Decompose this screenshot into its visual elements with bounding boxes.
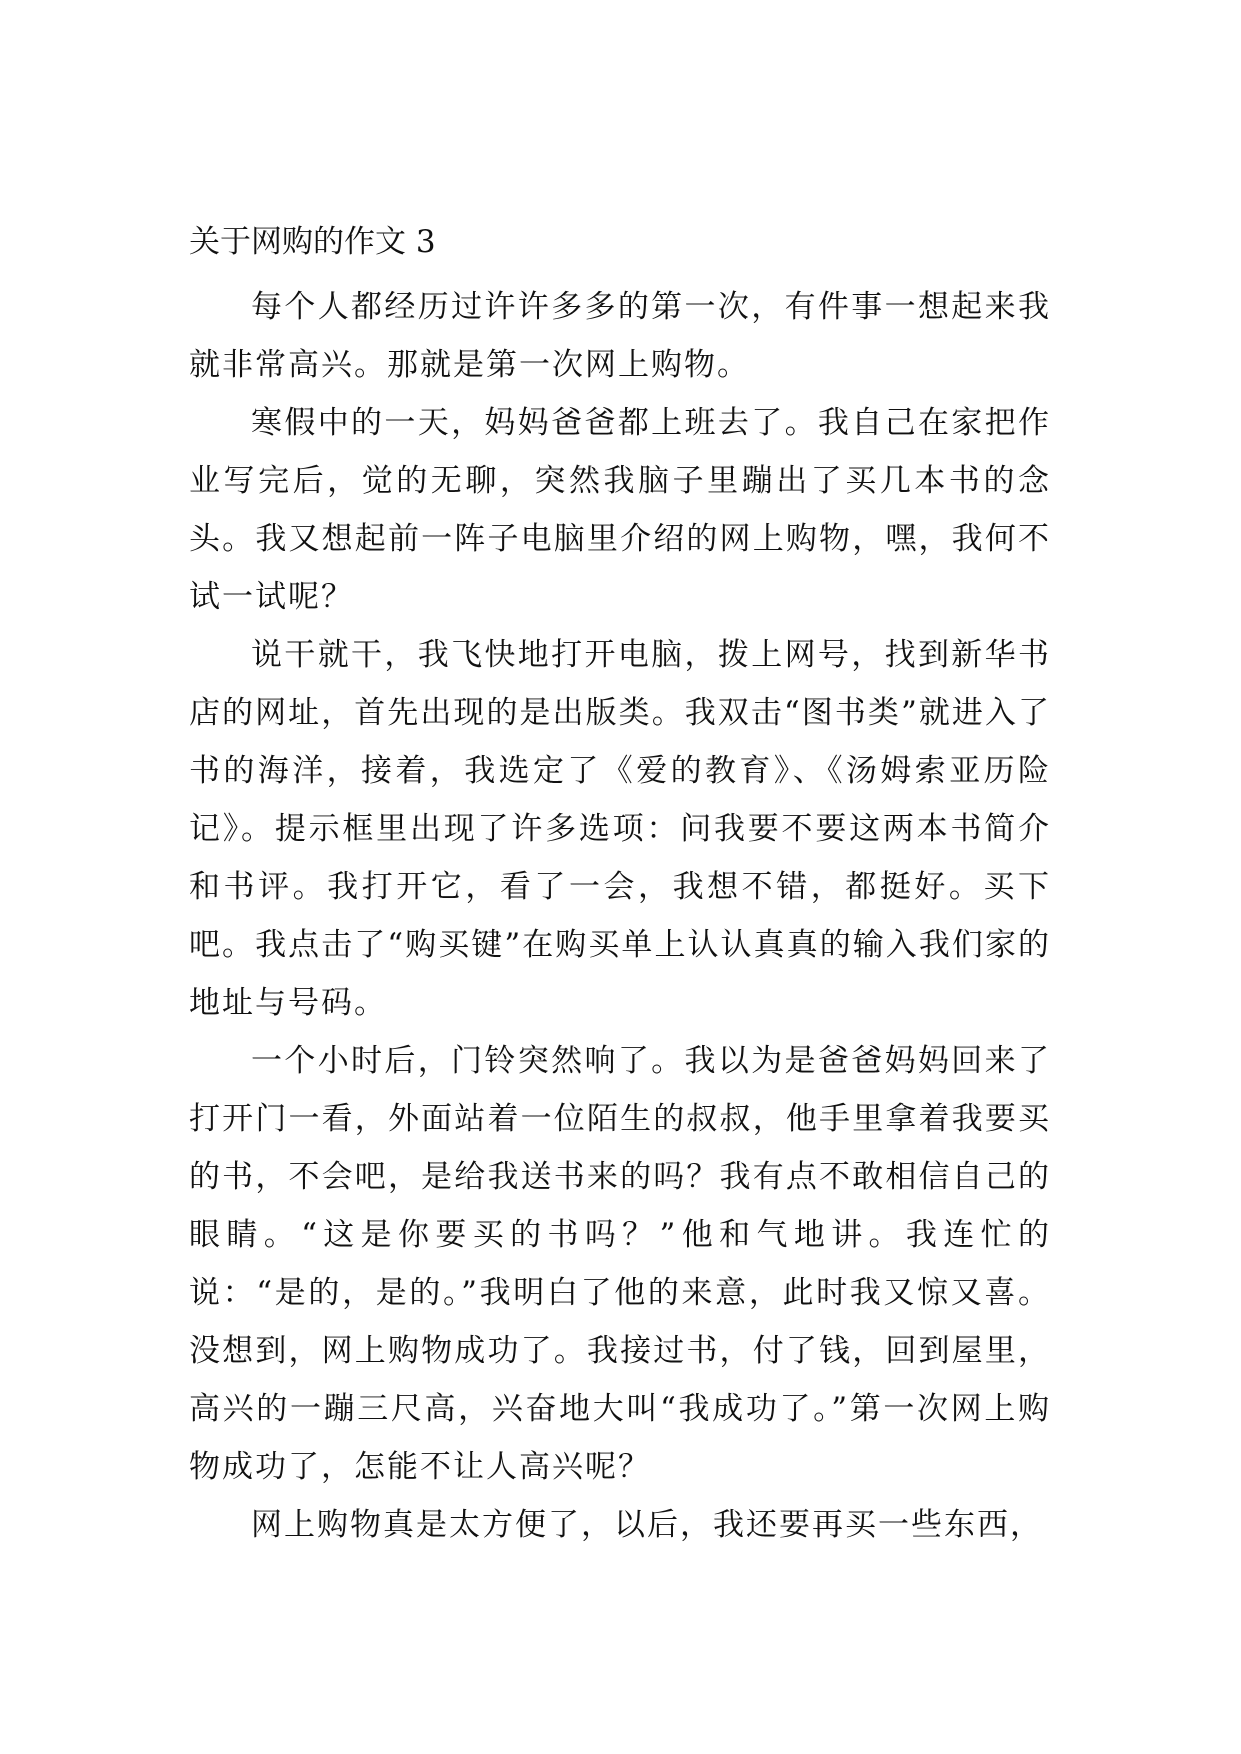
paragraph-3: 说干就干，我飞快地打开电脑，拨上网号，找到新华书店的网址，首先出现的是出版类。我双击“图书类”就进入了书的海洋，接着，我选定了《爱的教育》、《汤姆索亚历险记》。提示框里出现了许多选项：问我要不要这两本书简介和书评。我打开它，看了一会，我想不错，都挺好。买下吧。我点击了“购买键”在购买单上认认真真的输入我们家的地址与号码。 bbox=[189, 637, 1051, 1021]
document-title: 关于网购的作文 3 bbox=[189, 224, 436, 260]
paragraph-4: 一个小时后，门铃突然响了。我以为是爸爸妈妈回来了打开门一看，外面站着一位陌生的叔叔，他手里拿着我要买的书，不会吧，是给我送书来的吗？我有点不敢相信自己的眼睛。“这是你要买的书吗？”他和气地讲。我连忙的说：“是的，是的。”我明白了他的来意，此时我又惊又喜。没想到，网上购物成功了。我接过书，付了钱，回到屋里，高兴的一蹦三尺高，兴奋地大叫“我成功了。”第一次网上购物成功了，怎能不让人高兴呢？ bbox=[189, 1043, 1051, 1485]
document-body bbox=[189, 278, 1051, 1554]
paragraph-5: 网上购物真是太方便了，以后，我还要再买一些东西， bbox=[251, 1507, 1043, 1543]
paragraph-1: 每个人都经历过许许多多的第一次，有件事一想起来我就非常高兴。那就是第一次网上购物。 bbox=[189, 289, 1051, 383]
paragraph-2: 寒假中的一天，妈妈爸爸都上班去了。我自己在家把作业写完后，觉的无聊，突然我脑子里蹦出了买几本书的念头。我又想起前一阵子电脑里介绍的网上购物，嘿，我何不试一试呢？ bbox=[189, 405, 1051, 615]
